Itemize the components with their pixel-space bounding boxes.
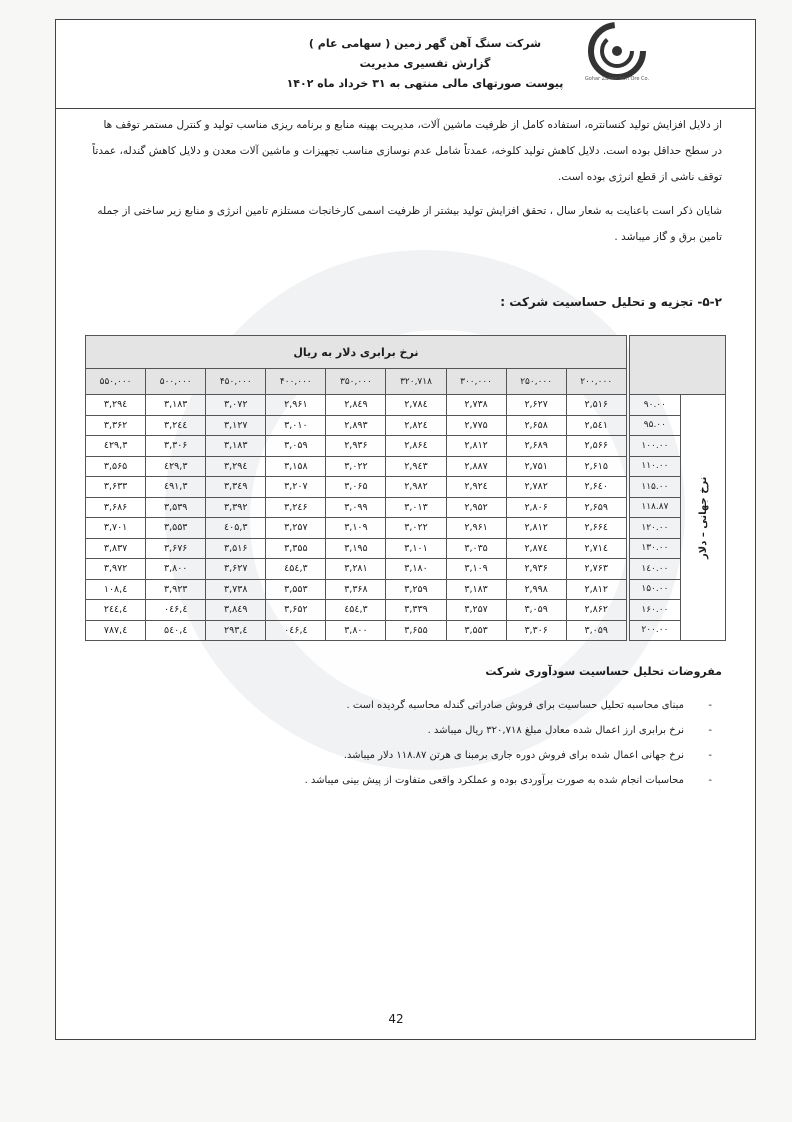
column-header: ۴۰۰,۰۰۰ [266,369,326,395]
table-spacer [626,436,629,457]
section-title: ۵-۲- تجزیه و تحلیل حساسیت شرکت : [500,295,722,309]
table-cell: ۲,۶۶٤ [566,518,626,539]
table-cell: ۳,۰۶۵ [326,477,386,498]
table-cell: ۳,۲۹٤ [206,456,266,477]
table-cell: ٤,۷۸۷ [86,620,146,641]
table-cell: ۲,۶۲۷ [506,395,566,416]
bullet-dash: - [708,700,712,711]
table-cell: ۳,۲٤٤ [146,415,206,436]
table-cell: ٤,۲٤٤ [86,600,146,621]
table-spacer [626,518,629,539]
table-row [86,620,726,641]
table-row [86,579,726,600]
table-cell: ۲,۵۶۶ [566,436,626,457]
column-header: ۲۰۰,۰۰۰ [566,369,626,395]
list-item [124,768,712,793]
table-spacer [626,559,629,580]
table-cell: ۳,۷۰۱ [86,518,146,539]
table-cell: ۳,۸۰۰ [146,559,206,580]
row-header: ۱۰۰.۰۰ [629,436,680,457]
table-cell: ۳,۹۲۳ [146,579,206,600]
table-cell: ۳,۳۰۶ [146,436,206,457]
page-number: 42 [388,1012,404,1026]
table-cell: ۳,۰۵۹ [266,436,326,457]
table-cell: ۳,۰۲۲ [326,456,386,477]
table-cell: ۳,۰۹۹ [326,497,386,518]
table-cell: ۲,۷۳۸ [446,395,506,416]
bullet-dash: - [708,725,712,736]
table-cell: ۲,۸۶٤ [386,436,446,457]
table-cell: ٤,۲۹۳ [206,620,266,641]
table-cell: ۳,۵۱۶ [206,538,266,559]
row-header: ۱۲۰.۰۰ [629,518,680,539]
table-spacer [626,497,629,518]
table-cell: ۳,۲٤۶ [266,497,326,518]
table-cell: ۲,۷۷۵ [446,415,506,436]
table-cell: ۲,۹۹۸ [506,579,566,600]
table-cell: ۳,۳۰۶ [506,620,566,641]
table-cell: ۲,۶۱۵ [566,456,626,477]
header-divider [56,108,755,109]
table-cell: ۳,۶۳۳ [86,477,146,498]
logo-caption: Gohar Zamin Iron Ore Co. [584,76,650,82]
table-cell: ۳,۲۰۷ [266,477,326,498]
table-cell: ۳,۱۸۳ [446,579,506,600]
company-name: شرکت سنگ آهن گهر زمین ( سهامی عام ) [308,37,542,50]
table-cell: ۳,۱۸۰ [386,559,446,580]
row-header: ۹۵.۰۰ [629,415,680,436]
table-spacer [626,579,629,600]
table-cell: ۲,۷۵۱ [506,456,566,477]
table-cell: ۲,۶۸۹ [506,436,566,457]
table-cell: ۳,۶۵۲ [266,600,326,621]
column-header: ۵۵۰,۰۰۰ [86,369,146,395]
table-cell: ۲,۸۱۲ [446,436,506,457]
table-row [86,415,726,436]
table-cell: ۳,۳۶۸ [326,579,386,600]
table-cell: ٤,۰٤۶ [266,620,326,641]
table-cell: ۳,۰۲۲ [386,518,446,539]
table-cell: ۳,۱۸۳ [206,436,266,457]
table-cell: ۳,٤۹۱ [146,477,206,498]
table-cell: ۳,۷۳۸ [206,579,266,600]
row-header: ۱۵۰.۰۰ [629,579,680,600]
company-logo-icon [588,22,646,80]
table-cell: ۳,٤۵٤ [266,559,326,580]
report-title: گزارش تفسیری مدیریت [359,57,491,70]
column-header: ۳۵۰,۰۰۰ [326,369,386,395]
table-cell: ۳,۳۵۵ [266,538,326,559]
table-cell: ۲,۸۹۳ [326,415,386,436]
table-spacer [626,456,629,477]
row-header: ۱۱۸.۸۷ [629,497,680,518]
table-cell: ۲,۶٤۰ [566,477,626,498]
table-cell: ۲,۷۸۲ [506,477,566,498]
paragraph-note: شایان ذکر است باعنایت به شعار سال ، تحقق افزایش تولید بیشتر از ظرفیت اسمی کارخانجات مستلزم تامین انرژی و منابع زیر ساختی از جمله تامین برق و گاز میباشد . [97,205,722,243]
table-cell: ۳,۰۵۹ [566,620,626,641]
column-header: ۵۰۰,۰۰۰ [146,369,206,395]
table-cell: ۲,۹۵۲ [446,497,506,518]
table-spacer [626,600,629,621]
table-cell: ۳,۰۱۳ [386,497,446,518]
table-body [86,395,726,641]
list-item-text: نرخ جهانی اعمال شده برای فروش دوره جاری برمبنا ی هرتن ۱۱۸.۸۷ دلار میباشد. [343,750,684,761]
table-cell: ۲,۸۰۶ [506,497,566,518]
table-cell: ۳,۵۶۵ [86,456,146,477]
table-cell: ۳,۵۵۳ [146,518,206,539]
table-cell: ۳,۶۲۷ [206,559,266,580]
table-cell: ۳,۱۰۹ [446,559,506,580]
table-cell: ۳,۶۵۵ [386,620,446,641]
column-header: ۳۰۰,۰۰۰ [446,369,506,395]
table-cell: ۳,۸۳۷ [86,538,146,559]
table-cell: ۲,۵۱۶ [566,395,626,416]
table-cell: ۲,۸٤۹ [326,395,386,416]
sensitivity-table [85,335,726,641]
table-row [86,518,726,539]
table-row [86,436,726,457]
table-cell: ۳,۵۵۳ [446,620,506,641]
table-spacer [626,336,629,395]
table-cell: ۲,۹۳۶ [326,436,386,457]
list-item-text: نرخ برابری ارز اعمال شده معادل مبلغ ۳۲۰,۷۱۸ ریال میباشد . [427,725,684,736]
table-cell: ۳,۲۹٤ [86,395,146,416]
table-cell: ۳,۹۷۲ [86,559,146,580]
table-spacer [626,477,629,498]
table-cell: ۳,۰۵۹ [506,600,566,621]
list-item [124,718,712,743]
table-cell: ۳,۱۰۹ [326,518,386,539]
table-cell: ۲,۵٤۱ [566,415,626,436]
table-row [86,559,726,580]
row-header: ۱۱۵.۰۰ [629,477,680,498]
table-cell: ۲,۹۶۱ [266,395,326,416]
table-cell: ۲,۸۶۲ [566,600,626,621]
table-cell: ۳,۲۵۷ [446,600,506,621]
table-row [86,538,726,559]
table-cell: ۲,۸۱۲ [566,579,626,600]
table-cell: ۳,۱۸۳ [146,395,206,416]
table-spacer [626,395,629,416]
row-header: ۱٤۰.۰۰ [629,559,680,580]
table-cell: ۳,۰۳۵ [446,538,506,559]
report-period: پیوست صورتهای مالی منتهی به ۳۱ خرداد ماه ۱۴۰۲ [286,77,564,90]
table-row [86,456,726,477]
list-item-text: محاسبات انجام شده به صورت برآوردی بوده و عملکرد واقعی متفاوت از پیش بینی میباشد . [304,775,684,786]
row-header: ۱۳۰.۰۰ [629,538,680,559]
row-header: ۲۰۰.۰۰ [629,620,680,641]
paragraph-production: از دلایل افزایش تولید کنسانتره، استفاده کامل از ظرفیت ماشین آلات، مدیریت بهینه منابع و برنامه ریزی مناسب تولید و کنترل مستمر توقف ها در سطح حداقل بوده است. دلایل کاهش تولید کلوخه، عمدتاً شامل عدم نوسازی مناسب تجهیزات و ماشین آلات معدن و دلایل کاهش گندله، عمدتاً توقف ناشی از قطع انرژی بوده است. [92,119,722,183]
table-row [86,477,726,498]
bullet-dash: - [708,775,712,786]
table-cell: ۳,۰۷۲ [206,395,266,416]
column-header: ۲۵۰,۰۰۰ [506,369,566,395]
table-cell: ۲,۸۷٤ [506,538,566,559]
table-cell: ۳,۶۸۶ [86,497,146,518]
row-header: ۱۱۰.۰۰ [629,456,680,477]
assumptions-title: مفروضات تحلیل حساسیت سودآوری شرکت [485,665,722,678]
assumptions-list [124,693,712,793]
table-cell: ۳,٤۲۹ [86,436,146,457]
table-cell: ۳,۵۳۹ [146,497,206,518]
table-top-header: نرخ برابری دلار به ریال [86,336,627,369]
table-cell: ۲,۹۶۱ [446,518,506,539]
table-cell: ۳,۱۹۵ [326,538,386,559]
table-row [86,600,726,621]
list-item [124,693,712,718]
table-cell: ۳,۳۳۹ [386,600,446,621]
table-cell: ۲,۷۶۳ [566,559,626,580]
list-item-text: مبنای محاسبه تحلیل حساسیت برای فروش صادراتی گندله محاسبه گردیده است . [346,700,684,711]
row-header: ۹۰.۰۰ [629,395,680,416]
table-cell: ٤,۱۰۸ [86,579,146,600]
table-spacer [626,620,629,641]
table-cell: ۲,۹۳۶ [506,559,566,580]
table-cell: ۲,۸۸۷ [446,456,506,477]
table-row [86,395,726,416]
table-cell: ۲,۷۱٤ [566,538,626,559]
table-cell: ۳,۰۱۰ [266,415,326,436]
table-cell: ۲,۶۵۹ [566,497,626,518]
table-cell: ۳,۱۵۸ [266,456,326,477]
table-cell: ٤,۰٤۶ [146,600,206,621]
page-header [56,20,755,108]
table-cell: ۲,۹٤۳ [386,456,446,477]
table-cell: ۳,٤۵٤ [326,600,386,621]
row-axis-label: نرخ جهانی – دلار [681,395,726,641]
table-cell: ۳,۸٤۹ [206,600,266,621]
table-cell: ۲,۸۲٤ [386,415,446,436]
table-cell: ۳,۶۷۶ [146,538,206,559]
table-cell: ۳,۳٤۹ [206,477,266,498]
table-spacer [626,415,629,436]
table-spacer [626,538,629,559]
table-cell: ۳,۳۹۲ [206,497,266,518]
table-cell: ٤,۵٤۰ [146,620,206,641]
table-cell: ۳,۲۸۱ [326,559,386,580]
bullet-dash: - [708,750,712,761]
table-cell: ۲,۶۵۸ [506,415,566,436]
table-corner [629,336,725,395]
column-header: ۴۵۰,۰۰۰ [206,369,266,395]
table-cell: ۲,۷۸٤ [386,395,446,416]
row-header: ۱۶۰.۰۰ [629,600,680,621]
table-cell: ۲,۹۲٤ [446,477,506,498]
table-cell: ۳,۱۰۱ [386,538,446,559]
table-cell: ۲,۹۸۲ [386,477,446,498]
table-cell: ۲,۸۱۲ [506,518,566,539]
table-cell: ۳,٤۲۹ [146,456,206,477]
table-cell: ۳,٤۰۵ [206,518,266,539]
table-row [86,497,726,518]
table-cell: ۳,۳۶۲ [86,415,146,436]
column-header: ۳۲۰,۷۱۸ [386,369,446,395]
table-cell: ۳,۵۵۳ [266,579,326,600]
list-item [124,743,712,768]
table-cell: ۳,۲۵۷ [266,518,326,539]
table-cell: ۳,۲۵۹ [386,579,446,600]
table-cell: ۳,۱۲۷ [206,415,266,436]
table-cell: ۳,۸۰۰ [326,620,386,641]
